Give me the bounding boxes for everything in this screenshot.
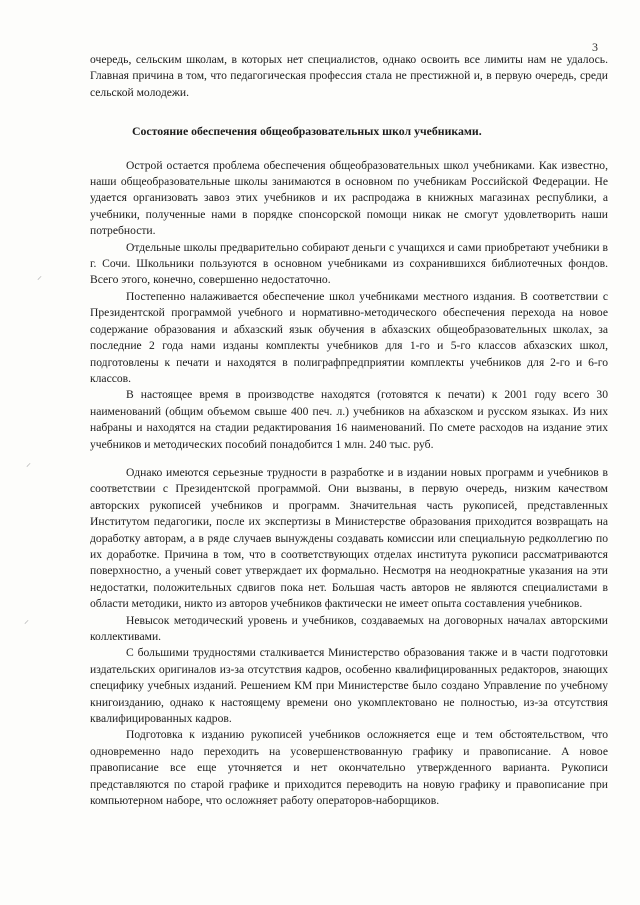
paragraph: С большими трудностями сталкивается Министерство образования также и в части подготовки издательских оригиналов из-за отсутствия кадров, особенно квалифицированных редакторов, знающих специфику учебных изданий. Решением КМ при Министерстве было создано Управление по учебному книгоизданию, однако к настоящему времени оно укомплектовано не полностью, из-за отсутствия квалифицированных кадров. [90, 646, 608, 726]
paragraph: Подготовка к изданию рукописей учебников осложняется еще и тем обстоятельством, что одновременно надо переходить на усовершенствованную графику и правописание. А новое правописание все еще уточняется и нет окончательно утвержденного варианта. Рукописи представляются по старой графике и приходится переводить на новую графику и правописание при компьютерном наборе, что осложняет работу операторов-наборщиков. [90, 728, 608, 808]
scan-artifact-mark: ⸝ [24, 615, 29, 626]
paragraph: Постепенно налаживается обеспечение школ учебниками местного издания. В соответствии с Президентской программой учебного и нормативно-методического обеспечения перехода на новое содержание образования и абхазский язык обучения в абхазских общеобразовательных школах, за последние 2 года нами изданы комплекты учебников для 1-го и 5-го классов абхазских школ, подготовлены к печати и находятся в полиграфпредприятии комплекты учебников для 2-го и 6-го классов. [90, 289, 608, 385]
paragraph: Невысок методический уровень и учебников, создаваемых на договорных началах авторскими коллективами. [90, 613, 608, 643]
section-heading: Состояние обеспечения общеобразовательных школ учебниками. [132, 124, 482, 139]
paragraph: Однако имеются серьезные трудности в разработке и в издании новых программ и учебников в соответствии с Президентской программой. Они вызваны, в первую очередь, низким качеством авторских рукописей учебников и программ. Значительная часть рукописей, представленных Институтом педагогики, после их экспертизы в Министерстве образования приходится возвращать на доработку авторам, а в ряде случаев вынуждены создавать комиссии или специальную редколлегию по их доработке. Причина в том, что в соответствующих отделах института рукописи рассматриваются поверхностно, а ученый совет утверждает их формально. Несмотря на неоднократные указания на эти недостатки, положительных сдвигов пока нет. Большая часть авторов не являются специалистами в области методики, никто из авторов учебников фактически не имеет опыта составления учебников. [90, 465, 608, 611]
page-number: 3 [592, 40, 598, 54]
document-body [90, 52, 608, 809]
paragraph-continuation: очередь, сельским школам, в которых нет специалистов, однако освоить все лимиты нам не удалось. Главная причина в том, что педагогическая профессия стала не престижной и, в первую очередь, среди сельской молодежи. [90, 53, 608, 99]
paragraph: Острой остается проблема обеспечения общеобразовательных школ учебниками. Как известно, наши общеобразовательные школы занимаются в основном по учебникам Российской Федерации. Не удается организовать завоз этих учебников и их распродажа в книжных магазинах республики, а учебники, полученные нами в порядке спонсорской помощи никак не смогут удовлетворить наши потребности. [90, 158, 608, 238]
paragraph: Отдельные школы предварительно собирают деньги с учащихся и сами приобретают учебники в г. Сочи. Школьники пользуются в основном учебниками из сохранившихся библиотечных фондов. Всего этого, конечно, совершенно недостаточно. [90, 240, 608, 287]
scan-artifact-mark: ⸝ [37, 271, 42, 282]
scan-artifact-mark: ⸝ [26, 458, 31, 469]
paragraph: В настоящее время в производстве находятся (готовятся к печати) к 2001 году всего 30 наименований (общим объемом свыше 400 печ. л.) учебников на абхазском и русском языках. Из них набраны и находятся на стадии редактирования 16 наименований. По смете расходов на издание этих учебников и методических пособий понадобится 1 млн. 240 тыс. руб. [90, 388, 608, 451]
